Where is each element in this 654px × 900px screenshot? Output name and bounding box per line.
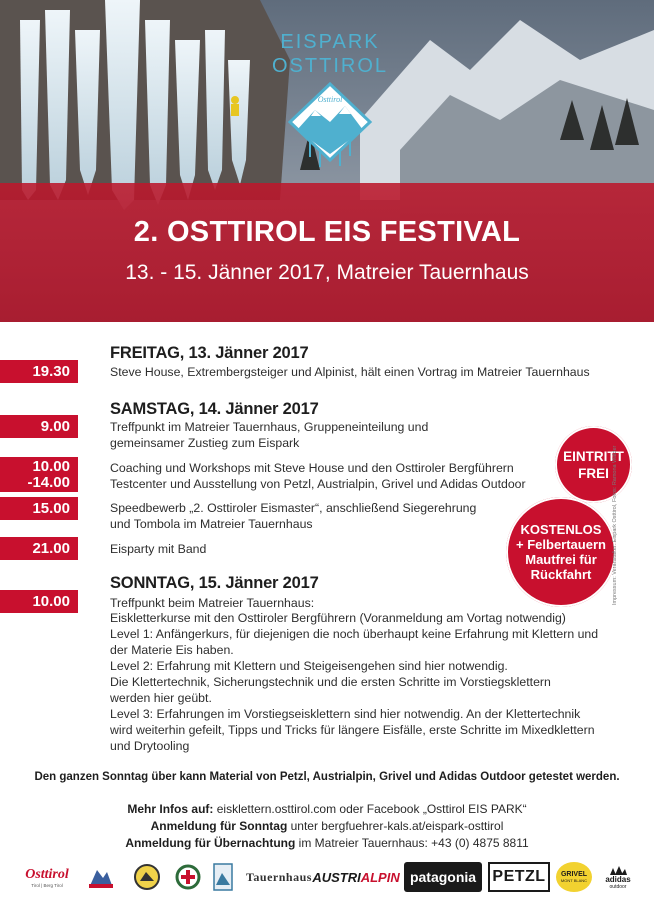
info-label: Mehr Infos auf:	[127, 802, 214, 816]
sponsor-name-b: ALPIN	[360, 869, 400, 885]
info-label: Anmeldung für Sonntag	[150, 819, 288, 833]
info-sunday-registration	[0, 819, 654, 833]
tauernhaus-logo	[244, 862, 314, 892]
sponsor-name: Tauernhaus	[246, 869, 312, 884]
sponsor-logos	[22, 862, 637, 894]
event-line: werden hier geübt.	[110, 691, 212, 705]
hero-image	[0, 0, 654, 322]
page-subtitle: 13. - 15. Jänner 2017, Matreier Tauernhaus	[125, 261, 529, 284]
info-value: unter bergfuehrer-kals.at/eispark-osttirol	[287, 819, 504, 833]
title-band	[0, 183, 654, 322]
event-line: der Materie Eis haben.	[110, 643, 234, 657]
info-value: im Matreier Tauernhaus: +43 (0) 4875 8811	[295, 836, 529, 850]
photo-credit: Impressum: Veranstalter: Eispark Osttirol, Fotos: Ramona Walder	[612, 445, 618, 605]
adidas-outdoor-logo	[600, 862, 636, 892]
badge-line: Rückfahrt	[530, 567, 592, 582]
day-heading-saturday: SAMSTAG, 14. Jänner 2017	[110, 400, 319, 418]
sponsor-name: Osttirol	[25, 866, 69, 882]
mountain-rescue-icon	[174, 862, 202, 892]
time-tag: 10.00	[0, 590, 78, 613]
logo-badge-text: Osttirol	[317, 95, 343, 104]
event-line: Level 1: Anfängerkurs, für diejenigen die noch überhaupt keine Erfahrung mit Klettern und	[110, 627, 599, 641]
event-line: und Drytooling	[110, 739, 190, 753]
adidas-stripes-icon	[609, 865, 627, 875]
logo-line2: OSTTIROL	[271, 55, 389, 77]
free-toll-badge	[506, 497, 616, 607]
info-more	[0, 802, 654, 816]
time-tag: 9.00	[0, 415, 78, 438]
day-heading-sunday: SONNTAG, 15. Jänner 2017	[110, 574, 319, 592]
event-line: Testcenter und Ausstellung von Petzl, Austrialpin, Grivel und Adidas Outdoor	[110, 477, 526, 491]
sponsor-name: adidas	[605, 874, 631, 884]
event-line: Die Klettertechnik, Sicherungstechnik und die ersten Schritte im Vorstiegsklettern	[110, 675, 551, 689]
sponsor-name: patagonia	[409, 869, 477, 885]
badge-line: KOSTENLOS	[520, 522, 602, 537]
sponsor-name-a: AUSTRI	[312, 869, 361, 885]
badge-line: EINTRITT	[563, 448, 624, 464]
info-label: Anmeldung für Übernachtung	[125, 836, 296, 850]
sponsor-sub: MONT BLANC	[560, 878, 588, 883]
sponsor-name: GRIVEL	[560, 871, 588, 878]
badge-line: + Felbertauern	[516, 537, 606, 552]
mountain-club-icon	[86, 862, 116, 892]
event-line: Treffpunkt im Matreier Tauernhaus, Gruppeneinteilung und	[110, 420, 429, 434]
info-value: eisklettern.osttirol.com oder Facebook „Osttirol EIS PARK“	[213, 802, 527, 816]
event-line: Level 3: Erfahrungen im Vorstiegseisklettern sind hier notwendig. An der Klettertechnik	[110, 707, 581, 721]
sponsor-sub: outdoor	[609, 883, 627, 890]
time-tag: 21.00	[0, 537, 78, 560]
event-line: Coaching und Workshops mit Steve House und den Osttiroler Bergführern	[110, 461, 514, 475]
sponsor-name: PETZL	[492, 868, 546, 885]
logo-line1: EISPARK	[280, 31, 380, 53]
event-line: Eiskletterkurse mit den Osttiroler Bergführern (Voranmeldung am Vortag notwendig)	[110, 611, 566, 625]
day-heading-friday: FREITAG, 13. Jänner 2017	[110, 344, 309, 362]
info-overnight-registration	[0, 836, 654, 850]
time-tag-range	[0, 457, 78, 492]
event-line: und Tombola im Matreier Tauernhaus	[110, 517, 313, 531]
osttirol-logo	[22, 862, 72, 892]
event-line: Treffpunkt beim Matreier Tauernhaus:	[110, 596, 315, 610]
test-note: Den ganzen Sonntag über kann Material von Petzl, Austrialpin, Grivel und Adidas Outdoor getestet werden.	[34, 771, 620, 783]
national-park-icon	[212, 862, 234, 892]
time-tag: 15.00	[0, 497, 78, 520]
time-start: 10.00	[32, 458, 70, 475]
event-line: gemeinsamer Zustieg zum Eispark	[110, 436, 300, 450]
event-line: Steve House, Extrembergsteiger und Alpinist, hält einen Vortrag im Matreier Tauernhaus	[110, 365, 590, 379]
petzl-logo	[488, 862, 550, 892]
event-line: Speedbewerb „2. Osttiroler Eismaster“, anschließend Siegerehrung	[110, 501, 477, 515]
austrialpin-logo	[312, 862, 400, 892]
patagonia-logo	[404, 862, 482, 892]
free-entry-badge	[555, 426, 632, 503]
sponsor-sub: Tirol | Berg Tirol	[31, 882, 63, 888]
eispark-osttirol-logo	[255, 22, 405, 172]
grivel-logo	[556, 862, 592, 892]
event-line: Level 2: Erfahrung mit Klettern und Steigeisengehen sind hier notwendig.	[110, 659, 508, 673]
time-end: -14.00	[27, 474, 70, 491]
event-line: wird weiterhin gefeilt, Tipps und Tricks für längere Eisfälle, erste Schritte im Mixedklettern	[110, 723, 595, 737]
page-title: 2. OSTTIROL EIS FESTIVAL	[133, 216, 521, 248]
badge-line: FREI	[578, 465, 609, 481]
bergfuehrer-emblem-icon	[132, 862, 162, 892]
time-tag: 19.30	[0, 360, 78, 383]
badge-line: Mautfrei für	[525, 552, 597, 567]
event-line: Eisparty mit Band	[110, 542, 207, 556]
